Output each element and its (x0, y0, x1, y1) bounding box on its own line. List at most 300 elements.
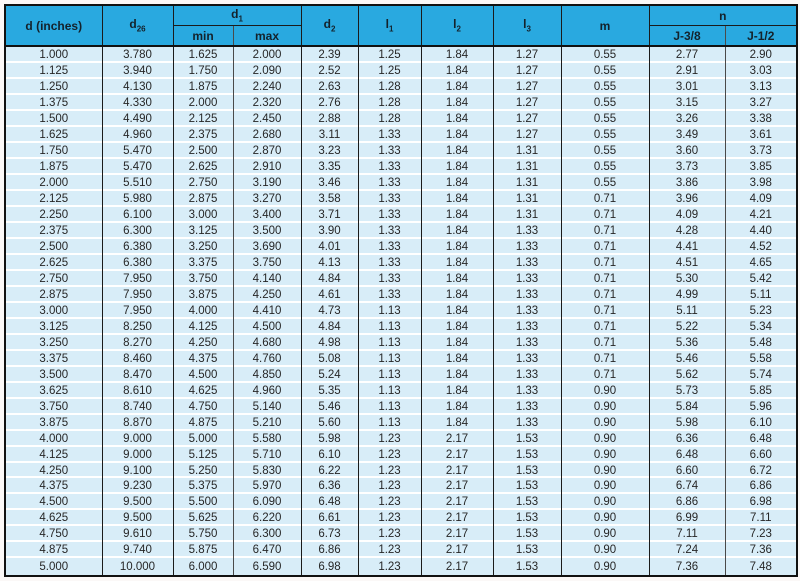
cell-l2: 1.84 (421, 303, 493, 319)
cell-d1_min: 3.125 (173, 223, 233, 239)
cell-l1: 1.33 (358, 255, 421, 271)
column-header-l3-sub: 3 (526, 24, 531, 34)
cell-d2: 3.46 (301, 175, 358, 191)
table-row (5, 431, 797, 447)
cell-l2: 2.17 (421, 447, 493, 463)
cell-d_inches: 4.125 (5, 447, 102, 463)
table-row (5, 335, 797, 351)
cell-n_j38: 3.60 (649, 143, 725, 159)
cell-d2: 4.84 (301, 271, 358, 287)
cell-d_inches: 1.125 (5, 63, 102, 79)
cell-l2: 1.84 (421, 127, 493, 143)
cell-l2: 1.84 (421, 63, 493, 79)
cell-d1_max: 2.000 (233, 46, 301, 63)
cell-l2: 1.84 (421, 159, 493, 175)
cell-n_j38: 4.99 (649, 287, 725, 303)
cell-d1_min: 2.000 (173, 95, 233, 111)
cell-d2b: 9.500 (102, 510, 173, 526)
cell-m: 0.71 (561, 239, 649, 255)
cell-l1: 1.28 (358, 111, 421, 127)
cell-d2: 4.98 (301, 335, 358, 351)
cell-d_inches: 2.875 (5, 287, 102, 303)
cell-n_j12: 5.23 (725, 303, 797, 319)
cell-d_inches: 4.750 (5, 526, 102, 542)
cell-n_j38: 7.11 (649, 526, 725, 542)
cell-l1: 1.13 (358, 335, 421, 351)
cell-d_inches: 2.500 (5, 239, 102, 255)
cell-n_j12: 5.85 (725, 383, 797, 399)
cell-d1_min: 5.875 (173, 542, 233, 558)
column-header-n-group: n (649, 5, 797, 26)
cell-l2: 1.84 (421, 383, 493, 399)
cell-l1: 1.33 (358, 143, 421, 159)
cell-d1_max: 2.870 (233, 143, 301, 159)
table-row (5, 319, 797, 335)
cell-l1: 1.33 (358, 207, 421, 223)
cell-d_inches: 1.250 (5, 79, 102, 95)
table-row (5, 191, 797, 207)
cell-l2: 1.84 (421, 111, 493, 127)
column-header-d1-sub: 1 (238, 14, 243, 24)
cell-d1_min: 4.125 (173, 319, 233, 335)
cell-n_j12: 5.96 (725, 399, 797, 415)
dimension-table (4, 4, 798, 577)
table-row (5, 79, 797, 95)
column-header-l2-base: l (453, 17, 457, 32)
cell-d_inches: 3.750 (5, 399, 102, 415)
cell-d_inches: 2.250 (5, 207, 102, 223)
cell-n_j12: 4.65 (725, 255, 797, 271)
cell-m: 0.71 (561, 207, 649, 223)
cell-n_j12: 4.09 (725, 191, 797, 207)
cell-l1: 1.13 (358, 383, 421, 399)
cell-d1_min: 1.750 (173, 63, 233, 79)
cell-m: 0.55 (561, 79, 649, 95)
cell-n_j38: 3.15 (649, 95, 725, 111)
cell-d1_min: 5.000 (173, 431, 233, 447)
cell-l1: 1.23 (358, 558, 421, 576)
table-row (5, 46, 797, 63)
cell-d_inches: 3.250 (5, 335, 102, 351)
cell-d_inches: 1.625 (5, 127, 102, 143)
cell-n_j38: 5.98 (649, 415, 725, 431)
cell-d1_min: 2.750 (173, 175, 233, 191)
table-header (5, 5, 797, 46)
cell-l3: 1.53 (493, 431, 561, 447)
cell-d2b: 10.000 (102, 558, 173, 576)
table-row (5, 463, 797, 479)
cell-n_j12: 4.52 (725, 239, 797, 255)
cell-d1_min: 5.750 (173, 526, 233, 542)
column-header-n-j38: J-3/8 (649, 26, 725, 47)
cell-l3: 1.33 (493, 287, 561, 303)
cell-d1_max: 5.580 (233, 431, 301, 447)
cell-d1_min: 5.250 (173, 463, 233, 479)
cell-n_j38: 3.96 (649, 191, 725, 207)
cell-d1_max: 4.410 (233, 303, 301, 319)
cell-n_j38: 6.36 (649, 431, 725, 447)
cell-d1_max: 3.400 (233, 207, 301, 223)
cell-n_j38: 5.46 (649, 351, 725, 367)
cell-m: 0.90 (561, 542, 649, 558)
cell-d1_max: 6.090 (233, 494, 301, 510)
cell-d1_min: 5.375 (173, 478, 233, 494)
cell-d1_max: 5.710 (233, 447, 301, 463)
table-row (5, 447, 797, 463)
cell-l3: 1.53 (493, 526, 561, 542)
cell-l3: 1.53 (493, 510, 561, 526)
cell-l3: 1.27 (493, 127, 561, 143)
cell-n_j38: 3.26 (649, 111, 725, 127)
cell-d_inches: 1.000 (5, 46, 102, 63)
cell-d2: 4.73 (301, 303, 358, 319)
cell-l1: 1.23 (358, 510, 421, 526)
cell-d_inches: 1.500 (5, 111, 102, 127)
cell-d2: 4.61 (301, 287, 358, 303)
column-header-l2-sub: 2 (456, 24, 461, 34)
cell-n_j12: 6.48 (725, 431, 797, 447)
cell-l3: 1.53 (493, 494, 561, 510)
cell-l1: 1.13 (358, 303, 421, 319)
cell-n_j38: 3.49 (649, 127, 725, 143)
column-header-d1-group (173, 5, 301, 26)
cell-n_j12: 3.13 (725, 79, 797, 95)
cell-n_j38: 3.73 (649, 159, 725, 175)
cell-n_j12: 3.27 (725, 95, 797, 111)
cell-l3: 1.33 (493, 239, 561, 255)
cell-l1: 1.25 (358, 63, 421, 79)
cell-l3: 1.33 (493, 351, 561, 367)
cell-d2: 6.48 (301, 494, 358, 510)
cell-d1_max: 4.250 (233, 287, 301, 303)
column-header-d-inches: d (inches) (5, 5, 102, 46)
cell-d2: 2.52 (301, 63, 358, 79)
cell-d_inches: 5.000 (5, 558, 102, 576)
cell-m: 0.71 (561, 319, 649, 335)
cell-d1_max: 6.300 (233, 526, 301, 542)
cell-d2b: 8.270 (102, 335, 173, 351)
cell-d1_max: 5.210 (233, 415, 301, 431)
cell-d2b: 4.130 (102, 79, 173, 95)
cell-d2: 6.98 (301, 558, 358, 576)
cell-l2: 1.84 (421, 175, 493, 191)
cell-l3: 1.31 (493, 159, 561, 175)
cell-d1_min: 4.750 (173, 399, 233, 415)
cell-d2b: 3.940 (102, 63, 173, 79)
column-header-d2b-sub: 26 (136, 24, 146, 34)
cell-l2: 1.84 (421, 223, 493, 239)
cell-m: 0.55 (561, 111, 649, 127)
cell-n_j38: 4.51 (649, 255, 725, 271)
column-header-d2 (301, 5, 358, 46)
cell-n_j38: 5.62 (649, 367, 725, 383)
cell-m: 0.55 (561, 95, 649, 111)
cell-n_j12: 6.72 (725, 463, 797, 479)
cell-n_j38: 4.09 (649, 207, 725, 223)
cell-m: 0.90 (561, 478, 649, 494)
cell-l1: 1.23 (358, 431, 421, 447)
cell-n_j38: 2.91 (649, 63, 725, 79)
column-header-d2b (102, 5, 173, 46)
cell-d2: 3.23 (301, 143, 358, 159)
cell-d2: 5.35 (301, 383, 358, 399)
column-header-l3 (493, 5, 561, 46)
cell-d_inches: 1.875 (5, 159, 102, 175)
cell-d2b: 8.460 (102, 351, 173, 367)
cell-n_j12: 5.74 (725, 367, 797, 383)
table-row (5, 127, 797, 143)
cell-d2: 2.76 (301, 95, 358, 111)
cell-d2: 3.58 (301, 191, 358, 207)
cell-d_inches: 3.125 (5, 319, 102, 335)
cell-d1_max: 2.450 (233, 111, 301, 127)
cell-l3: 1.53 (493, 478, 561, 494)
cell-d1_min: 1.625 (173, 46, 233, 63)
cell-l1: 1.13 (358, 415, 421, 431)
cell-l2: 1.84 (421, 79, 493, 95)
cell-l2: 1.84 (421, 207, 493, 223)
cell-d2: 3.11 (301, 127, 358, 143)
cell-d1_max: 4.760 (233, 351, 301, 367)
column-header-d1-max: max (233, 26, 301, 47)
cell-m: 0.55 (561, 159, 649, 175)
table-row (5, 111, 797, 127)
header-row-top (5, 5, 797, 26)
cell-l3: 1.33 (493, 271, 561, 287)
table-row (5, 239, 797, 255)
cell-d2: 6.36 (301, 478, 358, 494)
table-row (5, 271, 797, 287)
cell-l1: 1.28 (358, 79, 421, 95)
cell-l1: 1.33 (358, 223, 421, 239)
cell-l2: 1.84 (421, 415, 493, 431)
cell-m: 0.90 (561, 510, 649, 526)
cell-d2b: 7.950 (102, 303, 173, 319)
cell-l2: 1.84 (421, 143, 493, 159)
cell-d1_min: 4.875 (173, 415, 233, 431)
cell-l2: 2.17 (421, 526, 493, 542)
cell-d2: 5.46 (301, 399, 358, 415)
table-row (5, 478, 797, 494)
cell-d1_min: 4.500 (173, 367, 233, 383)
cell-d1_min: 2.500 (173, 143, 233, 159)
cell-d1_min: 1.875 (173, 79, 233, 95)
cell-n_j12: 7.23 (725, 526, 797, 542)
cell-l2: 1.84 (421, 367, 493, 383)
column-header-l1-base: l (385, 17, 389, 32)
cell-l3: 1.27 (493, 46, 561, 63)
cell-d2b: 4.960 (102, 127, 173, 143)
cell-d2b: 6.100 (102, 207, 173, 223)
cell-n_j12: 3.61 (725, 127, 797, 143)
cell-n_j38: 5.84 (649, 399, 725, 415)
cell-d1_min: 2.875 (173, 191, 233, 207)
cell-n_j38: 6.60 (649, 463, 725, 479)
cell-d_inches: 3.875 (5, 415, 102, 431)
cell-n_j38: 5.11 (649, 303, 725, 319)
cell-l2: 2.17 (421, 510, 493, 526)
cell-l3: 1.27 (493, 79, 561, 95)
cell-d2b: 9.500 (102, 494, 173, 510)
table-row (5, 95, 797, 111)
cell-d1_max: 2.240 (233, 79, 301, 95)
table-row (5, 175, 797, 191)
cell-d2: 3.35 (301, 159, 358, 175)
cell-d_inches: 2.375 (5, 223, 102, 239)
cell-d1_max: 3.690 (233, 239, 301, 255)
cell-n_j12: 3.73 (725, 143, 797, 159)
cell-d2b: 7.950 (102, 287, 173, 303)
cell-l2: 1.84 (421, 239, 493, 255)
cell-m: 0.90 (561, 558, 649, 576)
cell-m: 0.71 (561, 303, 649, 319)
cell-m: 0.90 (561, 399, 649, 415)
cell-d2b: 6.300 (102, 223, 173, 239)
cell-n_j12: 6.60 (725, 447, 797, 463)
cell-l2: 1.84 (421, 271, 493, 287)
column-header-l2 (421, 5, 493, 46)
cell-l3: 1.31 (493, 175, 561, 191)
table-row (5, 143, 797, 159)
cell-d2b: 6.380 (102, 239, 173, 255)
table-row (5, 399, 797, 415)
cell-d2b: 9.610 (102, 526, 173, 542)
cell-n_j38: 6.74 (649, 478, 725, 494)
cell-d2: 5.08 (301, 351, 358, 367)
column-header-d2b-base: d (129, 17, 137, 32)
cell-d2b: 9.230 (102, 478, 173, 494)
cell-d_inches: 4.375 (5, 478, 102, 494)
table-row (5, 287, 797, 303)
cell-m: 0.71 (561, 335, 649, 351)
cell-n_j38: 5.22 (649, 319, 725, 335)
cell-l1: 1.13 (358, 319, 421, 335)
cell-l1: 1.28 (358, 95, 421, 111)
cell-l1: 1.23 (358, 447, 421, 463)
cell-l2: 2.17 (421, 478, 493, 494)
cell-d1_min: 3.750 (173, 271, 233, 287)
cell-l3: 1.33 (493, 367, 561, 383)
cell-d2b: 8.740 (102, 399, 173, 415)
cell-d1_max: 3.190 (233, 175, 301, 191)
cell-d_inches: 2.625 (5, 255, 102, 271)
cell-n_j12: 5.34 (725, 319, 797, 335)
cell-l1: 1.33 (358, 287, 421, 303)
cell-n_j12: 6.86 (725, 478, 797, 494)
table-row (5, 415, 797, 431)
cell-m: 0.90 (561, 383, 649, 399)
cell-m: 0.55 (561, 143, 649, 159)
cell-d1_max: 4.140 (233, 271, 301, 287)
cell-n_j38: 7.36 (649, 558, 725, 576)
cell-d2b: 3.780 (102, 46, 173, 63)
cell-d2b: 5.470 (102, 143, 173, 159)
cell-n_j12: 3.85 (725, 159, 797, 175)
cell-n_j12: 3.03 (725, 63, 797, 79)
cell-l3: 1.33 (493, 335, 561, 351)
cell-d1_min: 2.125 (173, 111, 233, 127)
cell-d_inches: 1.375 (5, 95, 102, 111)
cell-l2: 1.84 (421, 255, 493, 271)
column-header-n-j12: J-1/2 (725, 26, 797, 47)
cell-l1: 1.13 (358, 399, 421, 415)
cell-l1: 1.33 (358, 239, 421, 255)
cell-l2: 2.17 (421, 463, 493, 479)
cell-l3: 1.31 (493, 143, 561, 159)
column-header-d1-base: d (231, 7, 239, 22)
cell-n_j38: 2.77 (649, 46, 725, 63)
cell-l1: 1.33 (358, 175, 421, 191)
cell-l1: 1.25 (358, 46, 421, 63)
cell-l2: 1.84 (421, 95, 493, 111)
cell-d_inches: 3.000 (5, 303, 102, 319)
cell-d2: 4.13 (301, 255, 358, 271)
cell-d2b: 8.610 (102, 383, 173, 399)
table-row (5, 367, 797, 383)
cell-d2b: 6.380 (102, 255, 173, 271)
cell-m: 0.71 (561, 271, 649, 287)
cell-l2: 2.17 (421, 494, 493, 510)
cell-n_j38: 7.24 (649, 542, 725, 558)
cell-d1_max: 6.590 (233, 558, 301, 576)
cell-n_j38: 5.30 (649, 271, 725, 287)
cell-d2: 6.61 (301, 510, 358, 526)
cell-d2b: 9.740 (102, 542, 173, 558)
cell-d1_max: 5.970 (233, 478, 301, 494)
cell-l2: 1.84 (421, 335, 493, 351)
table-row (5, 207, 797, 223)
cell-m: 0.90 (561, 494, 649, 510)
cell-d_inches: 2.750 (5, 271, 102, 287)
cell-l1: 1.33 (358, 191, 421, 207)
cell-d1_max: 2.680 (233, 127, 301, 143)
cell-n_j12: 6.98 (725, 494, 797, 510)
cell-n_j38: 4.41 (649, 239, 725, 255)
cell-d1_max: 3.270 (233, 191, 301, 207)
cell-l1: 1.23 (358, 463, 421, 479)
cell-d2: 2.88 (301, 111, 358, 127)
cell-n_j12: 3.98 (725, 175, 797, 191)
cell-d1_max: 2.910 (233, 159, 301, 175)
cell-l3: 1.27 (493, 95, 561, 111)
cell-n_j38: 5.36 (649, 335, 725, 351)
cell-l2: 1.84 (421, 319, 493, 335)
cell-d_inches: 2.000 (5, 175, 102, 191)
cell-l1: 1.23 (358, 526, 421, 542)
table-row (5, 542, 797, 558)
cell-d1_min: 4.625 (173, 383, 233, 399)
cell-d2b: 9.000 (102, 431, 173, 447)
cell-n_j12: 4.21 (725, 207, 797, 223)
cell-d1_max: 3.750 (233, 255, 301, 271)
cell-l2: 2.17 (421, 431, 493, 447)
cell-d2: 3.71 (301, 207, 358, 223)
cell-m: 0.71 (561, 191, 649, 207)
cell-d1_max: 6.220 (233, 510, 301, 526)
cell-l3: 1.33 (493, 399, 561, 415)
cell-n_j38: 6.86 (649, 494, 725, 510)
cell-d_inches: 4.250 (5, 463, 102, 479)
cell-m: 0.71 (561, 367, 649, 383)
cell-d2b: 4.330 (102, 95, 173, 111)
cell-m: 0.71 (561, 287, 649, 303)
cell-l3: 1.27 (493, 111, 561, 127)
cell-l3: 1.33 (493, 383, 561, 399)
cell-n_j12: 6.10 (725, 415, 797, 431)
cell-m: 0.90 (561, 415, 649, 431)
cell-d1_min: 4.250 (173, 335, 233, 351)
cell-d2b: 8.250 (102, 319, 173, 335)
